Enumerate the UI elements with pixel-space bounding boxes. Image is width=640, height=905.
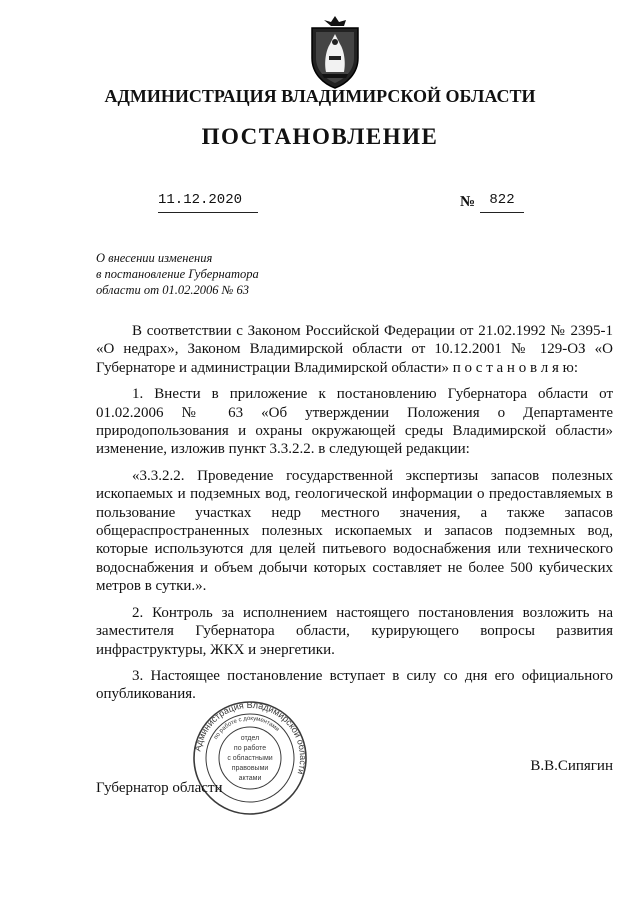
stamp-center-line: актами — [238, 775, 262, 782]
item-1-paragraph: 1. Внести в приложение к постановлению Губернатора области от 01.02.2006 № 63 «Об утверждении Положения о Департаменте природопользования и охраны окружающей среды Владимирской области» изменение, изложив пункт 3.3.2.2. в следующей редакции: — [96, 386, 613, 458]
signatory-name: В.В.Сипягин — [530, 758, 613, 774]
official-stamp — [192, 700, 308, 816]
document-body — [96, 322, 613, 712]
document-subject — [96, 250, 356, 298]
stamp-center-line: с областными — [227, 755, 273, 762]
document-date: 11.12.2020 — [158, 192, 258, 213]
stamp-outer-text: Администрация Владимирской области — [192, 700, 308, 776]
preamble-paragraph: В соответствии с Законом Российской Федерации от 21.02.1992 № 2395-1 «О недрах», Законом Владимирской области от 10.12.2001 № 129-ОЗ «О Губернаторе и администрации Владимирской области» п о с т а н о в л я ю: — [96, 323, 613, 376]
stamp-center-line: отдел — [240, 735, 260, 742]
subject-line: в постановление Губернатора — [96, 267, 259, 281]
subject-line: области от 01.02.2006 № 63 — [96, 283, 250, 297]
subject-line: О внесении изменения — [96, 251, 213, 265]
stamp-inner-text: по работе с документами — [213, 715, 280, 741]
document-type: ПОСТАНОВЛЕНИЕ — [201, 124, 439, 149]
document-number: 822 — [480, 192, 524, 213]
stamp-center-line: правовыми — [231, 765, 269, 772]
item-3-paragraph: 3. Настоящее постановление вступает в силу со дня его официального опубликования. — [96, 667, 613, 703]
item-2-paragraph: 2. Контроль за исполнением настоящего постановления возложить на заместителя Губернатора области, курирующего вопросы развития инфраструктуры, ЖКХ и энергетики. — [96, 604, 613, 658]
quoted-clause: «3.3.2.2. Проведение государственной экспертизы запасов полезных ископаемых и подземных вод, геологической информации о предоставляемых в пользование участках недр местного значения, а также запасов общераспространенных полезных ископаемых и запасов подземных вод, которые используются для целей питьевого водоснабжения или технического водоснабжения и объем добычи которых составляет не более 500 кубических метров в сутки.». — [96, 467, 613, 595]
stamp-center-line: по работе — [233, 745, 267, 752]
signatory-title: Губернатор области — [96, 780, 223, 796]
coat-of-arms-icon — [302, 14, 368, 90]
number-sign: № — [460, 194, 476, 210]
organization-name: АДМИНИСТРАЦИЯ ВЛАДИМИРСКОЙ ОБЛАСТИ — [104, 86, 536, 106]
